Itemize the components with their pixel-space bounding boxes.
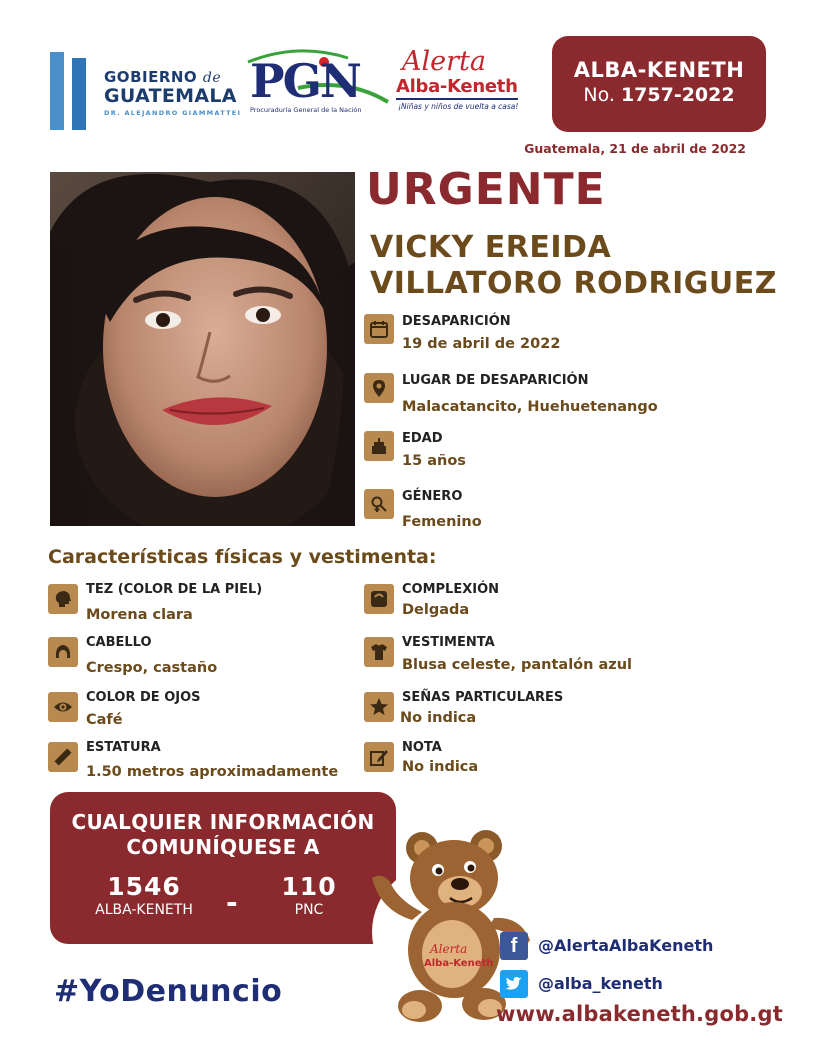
government-logo <box>50 50 242 132</box>
facebook-icon: f <box>500 932 528 960</box>
pgn-logo-text: PGN <box>250 54 360 108</box>
twitter-handle: @alba_keneth <box>538 974 663 993</box>
char-value: Delgada <box>402 602 470 618</box>
char-hair <box>48 635 378 681</box>
alert-logo-name: Alba-Keneth <box>396 76 518 100</box>
char-label: SEÑAS PARTICULARES <box>402 690 564 705</box>
detail-gender <box>364 489 784 541</box>
case-number: No. 1757-2022 <box>583 84 735 106</box>
detail-disappearance-place <box>364 373 784 425</box>
phone-separator: - <box>226 886 238 919</box>
phone-pnc[interactable]: 110 PNC <box>281 872 337 918</box>
gov-logo-line2: GUATEMALA <box>104 85 237 107</box>
gov-logo-line3: DR. ALEJANDRO GIAMMATTEI <box>104 109 242 117</box>
case-number-box <box>552 36 766 132</box>
publication-date: Guatemala, 21 de abril de 2022 <box>524 141 746 156</box>
missing-person-name <box>370 230 777 302</box>
char-note <box>364 740 694 786</box>
eye-icon <box>48 692 78 722</box>
detail-age <box>364 431 784 483</box>
char-height <box>48 740 378 786</box>
gov-logo-line1: GOBIERNO de <box>104 68 222 86</box>
char-value: No indica <box>400 710 477 726</box>
name-line-1: VICKY EREIDA <box>370 230 612 265</box>
detail-disappearance-date <box>364 314 784 366</box>
svg-text:Alerta: Alerta <box>430 942 468 956</box>
char-label: CABELLO <box>86 635 152 650</box>
detail-label: DESAPARICIÓN <box>402 314 511 329</box>
tshirt-icon <box>364 637 394 667</box>
scale-icon <box>364 584 394 614</box>
detail-value: 19 de abril de 2022 <box>402 336 561 352</box>
head-profile-icon <box>48 584 78 614</box>
twitter-link[interactable] <box>500 970 760 1000</box>
svg-text:Alba-Keneth: Alba-Keneth <box>424 958 494 969</box>
contact-title: CUALQUIER INFORMACIÓN COMUNÍQUESE A <box>71 810 375 859</box>
char-label: ESTATURA <box>86 740 161 755</box>
facebook-link[interactable] <box>500 932 760 962</box>
alert-logo-word: Alerta <box>402 46 486 77</box>
flag-bar-icon <box>50 52 64 130</box>
characteristics-heading: Características físicas y vestimenta: <box>48 546 437 568</box>
hashtag: #YoDenuncio <box>54 974 283 1009</box>
char-label: COLOR DE OJOS <box>86 690 201 705</box>
alert-logo-tagline: ¡Niñas y niños de vuelta a casa! <box>398 102 519 111</box>
detail-value: Malacatancito, Huehuetenango <box>402 399 658 415</box>
char-distinctive-marks <box>364 690 694 736</box>
char-value: 1.50 metros aproximadamente <box>86 764 339 780</box>
detail-label: EDAD <box>402 431 443 446</box>
cake-icon <box>364 431 394 461</box>
flag-bar-icon <box>72 58 86 130</box>
case-title: ALBA-KENETH <box>573 58 745 82</box>
name-line-2: VILLATORO RODRIGUEZ <box>370 266 778 301</box>
char-label: COMPLEXIÓN <box>402 582 500 597</box>
char-label: TEZ (COLOR DE LA PIEL) <box>86 582 263 597</box>
char-value: Blusa celeste, pantalón azul <box>402 657 633 673</box>
phone-alba-keneth[interactable]: 1546 ALBA-KENETH <box>95 872 193 918</box>
char-label: VESTIMENTA <box>402 635 495 650</box>
pgn-logo <box>238 48 390 120</box>
char-label: NOTA <box>402 740 442 755</box>
portrait-image <box>50 172 355 526</box>
detail-label: GÉNERO <box>402 489 463 504</box>
calendar-icon <box>364 314 394 344</box>
ruler-icon <box>48 742 78 772</box>
urgent-heading: URGENTE <box>366 164 606 215</box>
char-value: Café <box>86 712 123 728</box>
detail-value: 15 años <box>402 453 466 469</box>
hair-icon <box>48 637 78 667</box>
char-value: Morena clara <box>86 607 193 623</box>
facebook-handle: @AlertaAlbaKeneth <box>538 936 714 955</box>
char-skin-tone <box>48 582 378 628</box>
alba-keneth-logo <box>396 46 536 116</box>
char-value: No indica <box>402 759 479 775</box>
contact-info-box <box>50 792 396 944</box>
char-build <box>364 582 694 628</box>
char-eye-color <box>48 690 378 736</box>
pgn-subtitle: Procuraduría General de la Nación <box>250 106 362 114</box>
missing-person-photo <box>50 172 355 526</box>
detail-label: LUGAR DE DESAPARICIÓN <box>402 373 589 388</box>
website-link[interactable]: www.albakeneth.gob.gt <box>496 1002 783 1026</box>
detail-value: Femenino <box>402 514 482 530</box>
char-value: Crespo, castaño <box>86 660 218 676</box>
char-clothing <box>364 635 694 681</box>
gender-icon <box>364 489 394 519</box>
twitter-bird-icon <box>500 970 528 998</box>
star-icon <box>364 692 394 722</box>
note-edit-icon <box>364 742 394 772</box>
location-pin-icon <box>364 373 394 403</box>
